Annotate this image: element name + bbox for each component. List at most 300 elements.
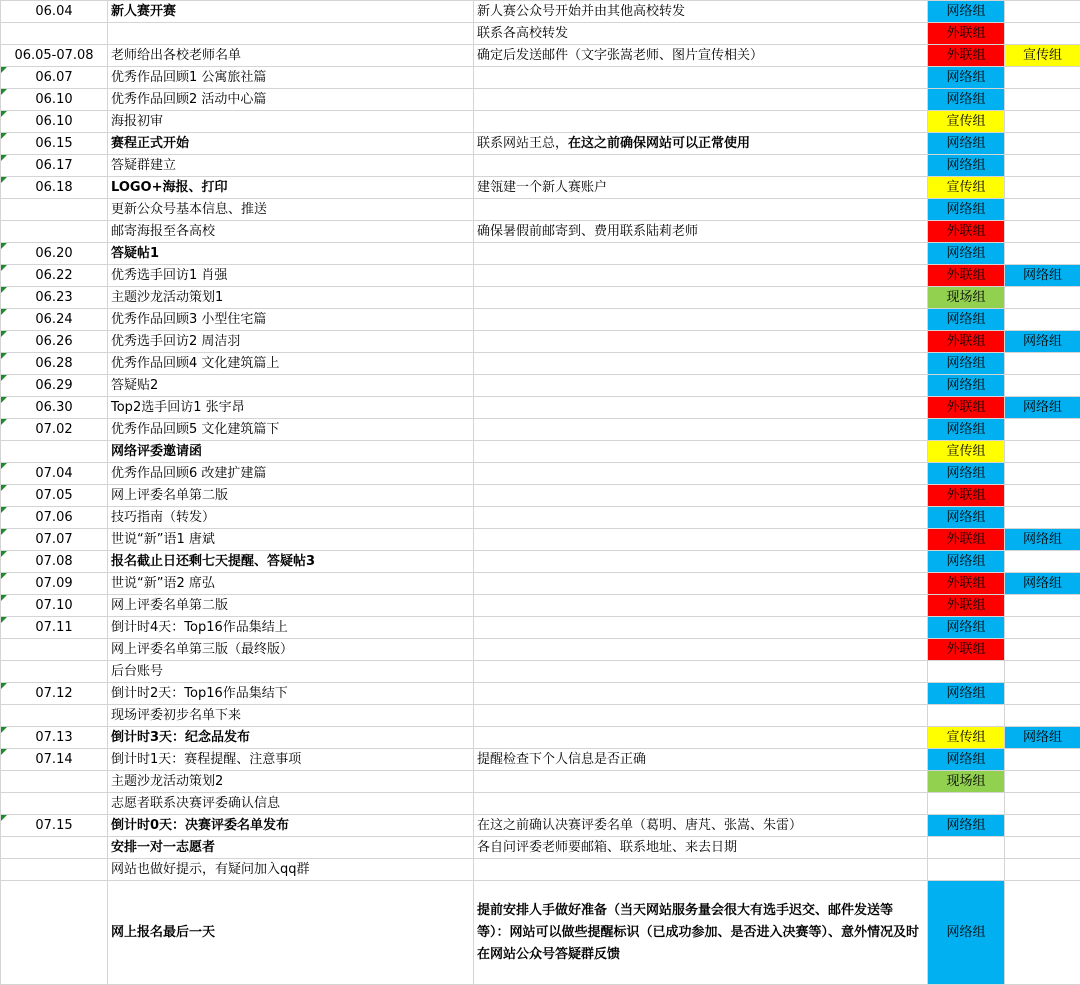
date-text: 07.11	[35, 620, 72, 635]
task-cell[interactable]: 更新公众号基本信息、推送	[108, 199, 474, 221]
team-tag-primary[interactable]: 网络组	[928, 749, 1005, 771]
table-row	[1, 265, 1080, 287]
date-cell[interactable]	[1, 155, 108, 177]
comment-marker-icon	[1, 375, 7, 381]
task-cell[interactable]: 网上评委名单第二版	[108, 595, 474, 617]
team-tag-secondary[interactable]	[1005, 815, 1080, 837]
team-tag-secondary[interactable]: 网络组	[1005, 265, 1080, 287]
date-text: 07.10	[35, 598, 72, 613]
task-cell[interactable]: 网络评委邀请函	[108, 441, 474, 463]
note-cell[interactable]	[474, 397, 928, 419]
comment-marker-icon	[1, 595, 7, 601]
table-row	[1, 1, 1080, 23]
date-text: 06.07	[35, 70, 72, 85]
date-text: 06.30	[35, 400, 72, 415]
team-tag-secondary[interactable]	[1005, 793, 1080, 815]
date-cell[interactable]	[1, 859, 108, 881]
date-cell[interactable]	[1, 265, 108, 287]
note-cell[interactable]	[474, 529, 928, 551]
date-text: 06.26	[35, 334, 72, 349]
date-cell[interactable]	[1, 793, 108, 815]
note-cell[interactable]: 在这之前确认决赛评委名单（葛明、唐芃、张嵩、朱雷）	[474, 815, 928, 837]
table-row	[1, 595, 1080, 617]
table-row	[1, 507, 1080, 529]
team-tag-secondary[interactable]	[1005, 639, 1080, 661]
date-text: 06.04	[35, 4, 72, 19]
comment-marker-icon	[1, 419, 7, 425]
note-cell[interactable]	[474, 463, 928, 485]
team-tag-primary[interactable]: 宣传组	[928, 727, 1005, 749]
date-cell[interactable]	[1, 23, 108, 45]
date-cell[interactable]	[1, 177, 108, 199]
team-tag-primary[interactable]: 宣传组	[928, 441, 1005, 463]
task-cell[interactable]: 优秀作品回顾6 改建扩建篇	[108, 463, 474, 485]
table-row	[1, 287, 1080, 309]
task-cell[interactable]: 主题沙龙活动策划1	[108, 287, 474, 309]
table-row	[1, 419, 1080, 441]
team-tag-secondary[interactable]	[1005, 551, 1080, 573]
task-cell[interactable]: Top2选手回访1 张宇昂	[108, 397, 474, 419]
team-tag-primary[interactable]: 外联组	[928, 23, 1005, 45]
table-row	[1, 705, 1080, 727]
task-cell[interactable]: 网上报名最后一天	[108, 881, 474, 985]
team-tag-secondary[interactable]	[1005, 507, 1080, 529]
team-tag-secondary[interactable]	[1005, 837, 1080, 859]
date-cell[interactable]	[1, 397, 108, 419]
table-row	[1, 221, 1080, 243]
note-cell[interactable]	[474, 441, 928, 463]
team-tag-primary[interactable]: 网络组	[928, 507, 1005, 529]
comment-marker-icon	[1, 111, 7, 117]
team-tag-primary[interactable]: 外联组	[928, 529, 1005, 551]
date-cell[interactable]	[1, 529, 108, 551]
task-cell[interactable]: 优秀选手回访1 肖强	[108, 265, 474, 287]
date-cell[interactable]	[1, 45, 108, 67]
date-text: 07.14	[35, 752, 72, 767]
comment-marker-icon	[1, 463, 7, 469]
team-tag-secondary[interactable]	[1005, 309, 1080, 331]
comment-marker-icon	[1, 287, 7, 293]
date-text: 06.22	[35, 268, 72, 283]
table-row	[1, 771, 1080, 793]
date-text: 07.08	[35, 554, 72, 569]
date-text: 06.28	[35, 356, 72, 371]
note-cell[interactable]: 提醒检查下个人信息是否正确	[474, 749, 928, 771]
comment-marker-icon	[1, 67, 7, 73]
date-cell[interactable]	[1, 507, 108, 529]
date-text: 06.18	[35, 180, 72, 195]
date-cell[interactable]	[1, 485, 108, 507]
note-cell[interactable]: 联系各高校转发	[474, 23, 928, 45]
task-cell[interactable]: 技巧指南（转发）	[108, 507, 474, 529]
task-cell[interactable]: 答疑帖1	[108, 243, 474, 265]
comment-marker-icon	[1, 397, 7, 403]
team-tag-primary[interactable]: 外联组	[928, 639, 1005, 661]
date-text: 07.06	[35, 510, 72, 525]
team-tag-secondary[interactable]	[1005, 661, 1080, 683]
team-tag-primary[interactable]: 现场组	[928, 287, 1005, 309]
task-cell[interactable]: 邮寄海报至各高校	[108, 221, 474, 243]
date-cell[interactable]	[1, 815, 108, 837]
task-cell[interactable]: 倒计时0天：决赛评委名单发布	[108, 815, 474, 837]
table-row	[1, 485, 1080, 507]
date-cell[interactable]	[1, 441, 108, 463]
table-row	[1, 67, 1080, 89]
note-cell[interactable]: 确保暑假前邮寄到、费用联系陆莉老师	[474, 221, 928, 243]
date-text: 06.10	[35, 114, 72, 129]
table-row	[1, 331, 1080, 353]
date-cell[interactable]	[1, 749, 108, 771]
team-tag-primary[interactable]: 网络组	[928, 199, 1005, 221]
comment-marker-icon	[1, 573, 7, 579]
team-tag-secondary[interactable]	[1005, 419, 1080, 441]
date-text: 07.05	[35, 488, 72, 503]
note-cell[interactable]	[474, 287, 928, 309]
task-cell[interactable]: 答疑群建立	[108, 155, 474, 177]
team-tag-primary[interactable]: 宣传组	[928, 111, 1005, 133]
team-tag-primary[interactable]: 网络组	[928, 155, 1005, 177]
date-cell[interactable]	[1, 353, 108, 375]
team-tag-secondary[interactable]	[1005, 771, 1080, 793]
task-cell[interactable]: 海报初审	[108, 111, 474, 133]
team-tag-primary[interactable]: 宣传组	[928, 177, 1005, 199]
team-tag-secondary[interactable]	[1005, 23, 1080, 45]
team-tag-primary[interactable]: 网络组	[928, 243, 1005, 265]
date-text: 06.20	[35, 246, 72, 261]
date-text: 06.24	[35, 312, 72, 327]
task-cell[interactable]: 倒计时3天：纪念品发布	[108, 727, 474, 749]
team-tag-secondary[interactable]	[1005, 199, 1080, 221]
note-cell[interactable]	[474, 683, 928, 705]
team-tag-secondary[interactable]	[1005, 177, 1080, 199]
date-cell[interactable]	[1, 287, 108, 309]
note-cell[interactable]	[474, 199, 928, 221]
comment-marker-icon	[1, 309, 7, 315]
team-tag-secondary[interactable]	[1005, 485, 1080, 507]
schedule-rows	[1, 1, 1080, 985]
team-tag-primary[interactable]: 现场组	[928, 771, 1005, 793]
date-text: 07.15	[35, 818, 72, 833]
table-row	[1, 661, 1080, 683]
date-cell[interactable]	[1, 133, 108, 155]
team-tag-secondary[interactable]	[1005, 859, 1080, 881]
note-cell[interactable]	[474, 67, 928, 89]
team-tag-secondary[interactable]	[1005, 111, 1080, 133]
date-cell[interactable]	[1, 881, 108, 985]
team-tag-secondary[interactable]	[1005, 463, 1080, 485]
comment-marker-icon	[1, 331, 7, 337]
team-tag-secondary[interactable]	[1005, 67, 1080, 89]
task-cell[interactable]: 世说“新”语2 席弘	[108, 573, 474, 595]
team-tag-secondary[interactable]	[1005, 133, 1080, 155]
table-row	[1, 837, 1080, 859]
comment-marker-icon	[1, 243, 7, 249]
team-tag-secondary[interactable]: 宣传组	[1005, 45, 1080, 67]
team-tag-primary[interactable]: 外联组	[928, 595, 1005, 617]
comment-marker-icon	[1, 353, 7, 359]
team-tag-primary[interactable]: 外联组	[928, 331, 1005, 353]
note-cell[interactable]	[474, 375, 928, 397]
task-cell[interactable]	[108, 23, 474, 45]
date-cell[interactable]	[1, 1, 108, 23]
table-row	[1, 683, 1080, 705]
date-text: 06.10	[35, 92, 72, 107]
team-tag-secondary[interactable]	[1005, 595, 1080, 617]
note-cell[interactable]	[474, 705, 928, 727]
table-row	[1, 551, 1080, 573]
note-cell[interactable]: 提前安排人手做好准备（当天网站服务量会很大有选手迟交、邮件发送等等）：网站可以做些提醒标识（已成功参加、是否进入决赛等）、意外情况及时在网站公众号答疑群反馈	[474, 881, 928, 985]
comment-marker-icon	[1, 89, 7, 95]
table-row	[1, 133, 1080, 155]
comment-marker-icon	[1, 155, 7, 161]
comment-marker-icon	[1, 749, 7, 755]
date-cell[interactable]	[1, 771, 108, 793]
task-cell[interactable]: 优秀作品回顾1 公寓旅社篇	[108, 67, 474, 89]
team-tag-secondary[interactable]: 网络组	[1005, 397, 1080, 419]
note-cell[interactable]	[474, 727, 928, 749]
team-tag-secondary[interactable]	[1005, 287, 1080, 309]
team-tag-primary[interactable]: 网络组	[928, 881, 1005, 985]
comment-marker-icon	[1, 617, 7, 623]
comment-marker-icon	[1, 485, 7, 491]
comment-marker-icon	[1, 529, 7, 535]
task-cell[interactable]: 安排一对一志愿者	[108, 837, 474, 859]
team-tag-primary[interactable]: 网络组	[928, 419, 1005, 441]
team-tag-secondary[interactable]	[1005, 881, 1080, 985]
team-tag-primary[interactable]: 网络组	[928, 375, 1005, 397]
date-cell[interactable]	[1, 639, 108, 661]
task-cell[interactable]: 网站也做好提示，有疑问加入qq群	[108, 859, 474, 881]
team-tag-secondary[interactable]	[1005, 155, 1080, 177]
table-row	[1, 45, 1080, 67]
task-cell[interactable]: 优秀选手回访2 周洁羽	[108, 331, 474, 353]
note-cell[interactable]	[474, 573, 928, 595]
comment-marker-icon	[1, 177, 7, 183]
team-tag-secondary[interactable]: 网络组	[1005, 331, 1080, 353]
table-row	[1, 353, 1080, 375]
note-cell[interactable]	[474, 793, 928, 815]
table-row	[1, 463, 1080, 485]
task-cell[interactable]: 答疑贴2	[108, 375, 474, 397]
team-tag-secondary[interactable]	[1005, 353, 1080, 375]
team-tag-primary[interactable]: 网络组	[928, 683, 1005, 705]
task-cell[interactable]: 倒计时2天：Top16作品集结下	[108, 683, 474, 705]
date-text: 06.05-07.08	[14, 48, 93, 63]
team-tag-secondary[interactable]	[1005, 243, 1080, 265]
team-tag-secondary[interactable]	[1005, 89, 1080, 111]
team-tag-secondary[interactable]: 网络组	[1005, 529, 1080, 551]
team-tag-primary[interactable]: 网络组	[928, 353, 1005, 375]
table-row	[1, 375, 1080, 397]
team-tag-primary[interactable]: 网络组	[928, 309, 1005, 331]
team-tag-primary[interactable]: 外联组	[928, 265, 1005, 287]
date-cell[interactable]	[1, 419, 108, 441]
comment-marker-icon	[1, 683, 7, 689]
task-cell[interactable]: 网上评委名单第二版	[108, 485, 474, 507]
task-cell[interactable]: 世说“新”语1 唐斌	[108, 529, 474, 551]
team-tag-primary[interactable]: 网络组	[928, 133, 1005, 155]
date-cell[interactable]	[1, 551, 108, 573]
note-cell[interactable]	[474, 331, 928, 353]
table-row	[1, 793, 1080, 815]
team-tag-primary[interactable]: 网络组	[928, 617, 1005, 639]
table-row	[1, 89, 1080, 111]
note-cell[interactable]	[474, 639, 928, 661]
team-tag-secondary[interactable]	[1005, 375, 1080, 397]
team-tag-primary[interactable]	[928, 859, 1005, 881]
date-cell[interactable]	[1, 617, 108, 639]
team-tag-primary[interactable]	[928, 705, 1005, 727]
team-tag-primary[interactable]: 外联组	[928, 221, 1005, 243]
task-cell[interactable]: 优秀作品回顾3 小型住宅篇	[108, 309, 474, 331]
note-cell[interactable]	[474, 507, 928, 529]
team-tag-secondary[interactable]	[1005, 683, 1080, 705]
team-tag-secondary[interactable]: 网络组	[1005, 573, 1080, 595]
team-tag-secondary[interactable]: 网络组	[1005, 727, 1080, 749]
date-cell[interactable]	[1, 199, 108, 221]
date-text: 07.12	[35, 686, 72, 701]
team-tag-primary[interactable]: 网络组	[928, 67, 1005, 89]
date-cell[interactable]	[1, 661, 108, 683]
task-cell[interactable]: 优秀作品回顾5 文化建筑篇下	[108, 419, 474, 441]
task-cell[interactable]: 倒计时4天：Top16作品集结上	[108, 617, 474, 639]
task-cell[interactable]: 赛程正式开始	[108, 133, 474, 155]
task-cell[interactable]: 新人赛开赛	[108, 1, 474, 23]
date-cell[interactable]	[1, 309, 108, 331]
comment-marker-icon	[1, 551, 7, 557]
note-cell[interactable]	[474, 89, 928, 111]
table-row	[1, 727, 1080, 749]
task-cell[interactable]: 后台账号	[108, 661, 474, 683]
note-cell[interactable]	[474, 661, 928, 683]
team-tag-primary[interactable]: 外联组	[928, 485, 1005, 507]
comment-marker-icon	[1, 727, 7, 733]
comment-marker-icon	[1, 133, 7, 139]
team-tag-secondary[interactable]	[1005, 441, 1080, 463]
table-row	[1, 243, 1080, 265]
team-tag-secondary[interactable]	[1005, 617, 1080, 639]
table-row	[1, 815, 1080, 837]
team-tag-secondary[interactable]	[1005, 1, 1080, 23]
task-cell[interactable]: 主题沙龙活动策划2	[108, 771, 474, 793]
team-tag-primary[interactable]: 网络组	[928, 89, 1005, 111]
table-row	[1, 881, 1080, 985]
date-cell[interactable]	[1, 375, 108, 397]
table-row	[1, 309, 1080, 331]
note-cell[interactable]	[474, 551, 928, 573]
note-cell[interactable]	[474, 243, 928, 265]
note-cell[interactable]	[474, 419, 928, 441]
note-cell[interactable]: 各自问评委老师要邮箱、联系地址、来去日期	[474, 837, 928, 859]
note-cell[interactable]: 建瓴建一个新人赛账户	[474, 177, 928, 199]
date-text: 06.15	[35, 136, 72, 151]
note-cell[interactable]: 确定后发送邮件（文字张嵩老师、图片宣传相关）	[474, 45, 928, 67]
date-cell[interactable]	[1, 243, 108, 265]
task-cell[interactable]: 倒计时1天：赛程提醒、注意事项	[108, 749, 474, 771]
date-text: 06.23	[35, 290, 72, 305]
note-cell[interactable]	[474, 111, 928, 133]
task-cell[interactable]: 优秀作品回顾4 文化建筑篇上	[108, 353, 474, 375]
team-tag-primary[interactable]: 外联组	[928, 573, 1005, 595]
task-cell[interactable]: 老师给出各校老师名单	[108, 45, 474, 67]
team-tag-secondary[interactable]	[1005, 705, 1080, 727]
note-cell[interactable]	[474, 617, 928, 639]
date-text: 06.29	[35, 378, 72, 393]
date-text: 06.17	[35, 158, 72, 173]
date-cell[interactable]	[1, 595, 108, 617]
note-cell[interactable]	[474, 859, 928, 881]
table-row	[1, 177, 1080, 199]
note-cell[interactable]: 新人赛公众号开始并由其他高校转发	[474, 1, 928, 23]
team-tag-secondary[interactable]	[1005, 221, 1080, 243]
date-cell[interactable]	[1, 705, 108, 727]
team-tag-primary[interactable]: 网络组	[928, 463, 1005, 485]
date-cell[interactable]	[1, 89, 108, 111]
comment-marker-icon	[1, 265, 7, 271]
note-cell[interactable]	[474, 309, 928, 331]
date-cell[interactable]	[1, 683, 108, 705]
table-row	[1, 573, 1080, 595]
table-row	[1, 749, 1080, 771]
task-cell[interactable]: LOGO+海报、打印	[108, 177, 474, 199]
date-cell[interactable]	[1, 573, 108, 595]
team-tag-primary[interactable]: 外联组	[928, 397, 1005, 419]
date-text: 07.07	[35, 532, 72, 547]
task-cell[interactable]: 志愿者联系决赛评委确认信息	[108, 793, 474, 815]
date-cell[interactable]	[1, 221, 108, 243]
team-tag-secondary[interactable]	[1005, 749, 1080, 771]
date-text: 07.09	[35, 576, 72, 591]
task-cell[interactable]: 优秀作品回顾2 活动中心篇	[108, 89, 474, 111]
team-tag-primary[interactable]	[928, 661, 1005, 683]
table-row	[1, 617, 1080, 639]
note-cell[interactable]	[474, 771, 928, 793]
note-cell[interactable]	[474, 595, 928, 617]
date-cell[interactable]	[1, 331, 108, 353]
team-tag-primary[interactable]	[928, 837, 1005, 859]
team-tag-primary[interactable]: 网络组	[928, 1, 1005, 23]
note-cell[interactable]	[474, 265, 928, 287]
team-tag-primary[interactable]: 网络组	[928, 551, 1005, 573]
team-tag-primary[interactable]: 外联组	[928, 45, 1005, 67]
task-cell[interactable]: 报名截止日还剩七天提醒、答疑帖3	[108, 551, 474, 573]
date-cell[interactable]	[1, 463, 108, 485]
date-text: 07.04	[35, 466, 72, 481]
table-row	[1, 155, 1080, 177]
table-row	[1, 441, 1080, 463]
date-text: 07.13	[35, 730, 72, 745]
table-row	[1, 639, 1080, 661]
note-cell[interactable]	[474, 133, 928, 155]
date-cell[interactable]	[1, 67, 108, 89]
table-row	[1, 859, 1080, 881]
task-cell[interactable]: 现场评委初步名单下来	[108, 705, 474, 727]
note-cell[interactable]	[474, 155, 928, 177]
note-cell[interactable]	[474, 353, 928, 375]
team-tag-primary[interactable]: 网络组	[928, 815, 1005, 837]
task-cell[interactable]: 网上评委名单第三版（最终版）	[108, 639, 474, 661]
note-cell[interactable]	[474, 485, 928, 507]
date-cell[interactable]	[1, 837, 108, 859]
table-row	[1, 23, 1080, 45]
note-text-bold: 在这之前确保网站可以正常使用	[568, 136, 750, 151]
table-row	[1, 397, 1080, 419]
comment-marker-icon	[1, 507, 7, 513]
date-cell[interactable]	[1, 727, 108, 749]
date-cell[interactable]	[1, 111, 108, 133]
table-row	[1, 529, 1080, 551]
team-tag-primary[interactable]	[928, 793, 1005, 815]
